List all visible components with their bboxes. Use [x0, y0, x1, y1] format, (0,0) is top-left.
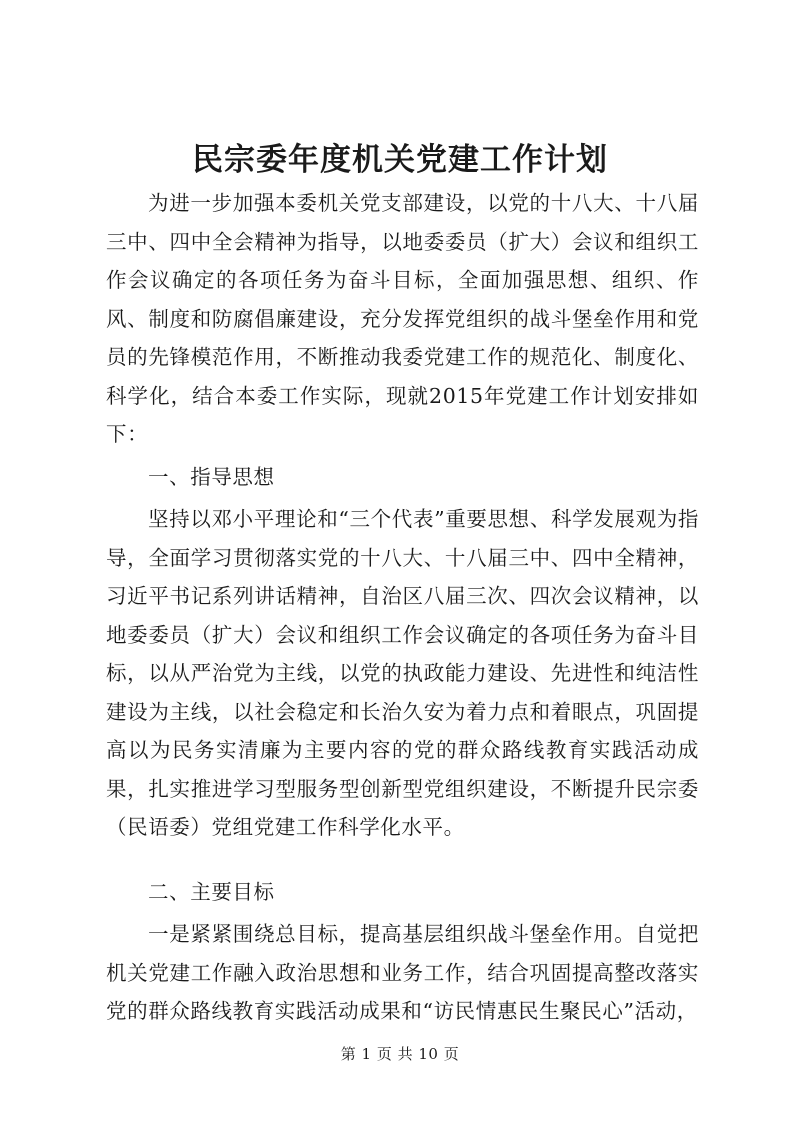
intro-paragraph: 为进一步加强本委机关党支部建设，以党的十八大、十八届三中、四中全会精神为指导，以地委委员（扩大）会议和组织工作会议确定的各项任务为奋斗目标，全面加强思想、组织、作风、制度和防腐倡廉建设，充分发挥党组织的战斗堡垒作用和党员的先锋模范作用，不断推动我委党建工作的规范化、制度化、科学化，结合本委工作实际，现就2015年党建工作计划安排如下：	[106, 191, 699, 446]
page-number-footer: 第 1 页 共 10 页	[340, 1045, 460, 1063]
section-heading-guiding-ideology: 一、指导思想	[148, 464, 275, 489]
section-body-guiding-ideology: 坚持以邓小平理论和“三个代表”重要思想、科学发展观为指导，全面学习贯彻落实党的十八大、十八届三中、四中全精神，习近平书记系列讲话精神，自治区八届三次、四次会议精神，以地委委员（扩大）会议和组织工作会议确定的各项任务为奋斗目标，以从严治党为主线，以党的执政能力建设、先进性和纯洁性建设为主线，以社会稳定和长治久安为着力点和着眼点，巩固提高以为民务实清廉为主要内容的党的群众路线教育实践活动成果，扎实推进学习型服务型创新型党组织建设，不断提升民宗委（民语委）党组党建工作科学化水平。	[106, 507, 699, 839]
document-body	[106, 184, 699, 1031]
section-heading-main-goals: 二、主要目标	[148, 879, 275, 904]
section-body-main-goals: 一是紧紧围绕总目标，提高基层组织战斗堡垒作用。自觉把机关党建工作融入政治思想和业务工作，结合巩固提高整改落实党的群众路线教育实践活动成果和“访民情惠民生聚民心”活动，	[106, 922, 699, 1023]
document-title: 民宗委年度机关党建工作计划	[192, 142, 608, 178]
